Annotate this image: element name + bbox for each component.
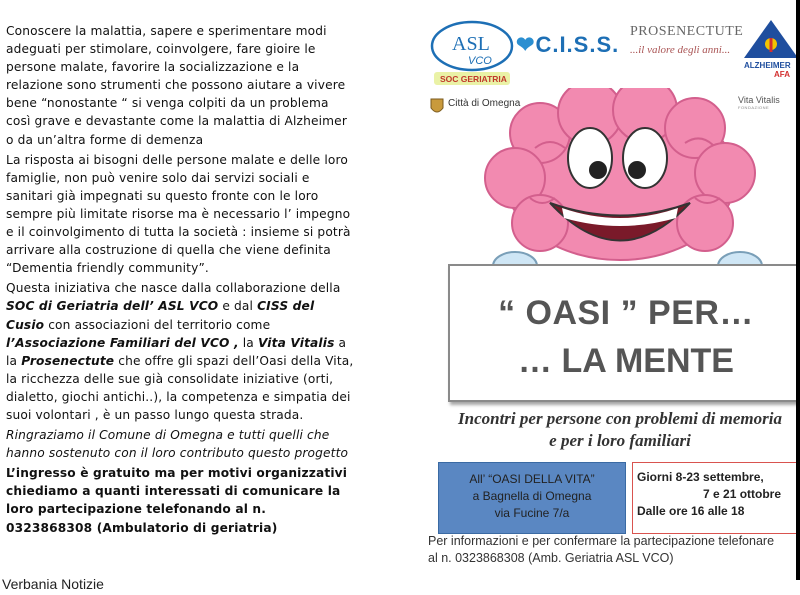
thanks-paragraph: Ringraziamo il Comune di Omegna e tutti quelli che hanno sostenuto con il loro contributo questo progetto (6, 428, 349, 461)
alzheimer-logo (742, 18, 800, 80)
intro-paragraph: Conoscere la malattia, sapere e sperimentare modi adeguati per stimolare, coinvolgere, fare gioire le persone malate, favorire la socializzazione e la relazione sono strumenti che possono aiutare a vivere bene “nonostante “ si venga colpiti da un problema così grave e devastante come la malattia di Alzheimer o da un’altra forme di demenza (6, 24, 347, 147)
svg-text:VCO: VCO (468, 55, 492, 67)
title-line-2: … LA MENTE (518, 342, 734, 380)
soc-geriatria-name: SOC di Geriatria dell’ ASL VCO (6, 299, 219, 314)
association-name: l’Associazione Familiari del VCO , (6, 335, 239, 350)
initiative-paragraph: Questa iniziativa che nasce dalla collaborazione della SOC di Geriatria dell’ ASL VCO e dal CISS del Cusio con associazioni del territorio come l’Associazione Familiari del VCO , la Vita Vitalis a la Prosenectute che offre gli spazi dell’Oasi della Vita, la ricchezza delle sue già consolidate iniziative (orti, dialetto, giochi antichi..), la competenza e simpatia dei suoi volontari , è un passo lungo questa strada. (6, 281, 354, 422)
title-line-1: “ OASI ” PER… (498, 294, 754, 332)
ciss-heart-icon: ❤ (516, 32, 536, 57)
flyer-panel (420, 0, 800, 580)
vita-vitalis-name: Vita Vitalis (257, 335, 335, 350)
svg-text:ASL: ASL (452, 33, 490, 55)
response-paragraph: La risposta ai bisogni delle persone malate e delle loro famiglie, non può venire solo dai servizi sociali e sanitari già impegnati su questo fronte con le loro sempre più limitate risorse ma è necessario l’ impegno e il coinvolgimento di tutta la società : insieme si potrà arrivare alla costruzione di quella che viene definita “Dementia friendly community”. (6, 152, 351, 276)
closing-paragraph: L’ingresso è gratuito ma per motivi organizzativi chiediamo a quanti interessati di comunicare la loro partecipazione telefonando al n. 0323868308 (Ambulatorio di geriatria) (6, 466, 348, 535)
vita-vitalis-logo: Vita Vitalis FONDAZIONE (738, 95, 780, 110)
svg-text:ALZHEIMER: ALZHEIMER (744, 61, 791, 70)
venue-box: All’ “OASI DELLA VITA” a Bagnella di Omegna via Fucine 7/a (438, 462, 626, 534)
prosenectute-logo: PROSENECTUTE ...il valore degli anni... (630, 24, 744, 56)
prosenectute-name: Prosenectute (21, 353, 115, 368)
dates-box: Giorni 8-23 settembre, 7 e 21 ottobre Dalle ore 16 alle 18 (632, 462, 800, 534)
ciss-logo: ❤C.I.S.S. (516, 32, 620, 57)
brain-mascot-icon (440, 88, 800, 288)
svg-text:SOC GERIATRIA: SOC GERIATRIA (440, 74, 507, 84)
svg-text:AFA: AFA (774, 70, 790, 79)
asl-vco-logo (428, 18, 516, 88)
left-text-column (6, 22, 356, 539)
ciss-name: CISS del Cusio (6, 299, 315, 332)
contact-info: Per informazioni e per confermare la partecipazione telefonare al n. 0323868308 (Amb. Geriatria ASL VCO) (428, 534, 775, 565)
footer-source: Verbania Notizie (2, 576, 104, 592)
page-edge-divider (796, 0, 800, 580)
event-subtitle: Incontri per persone con problemi di memoria e per i loro familiari (458, 409, 782, 450)
title-sign (448, 264, 800, 402)
omegna-logo: Città di Omegna (428, 96, 548, 122)
